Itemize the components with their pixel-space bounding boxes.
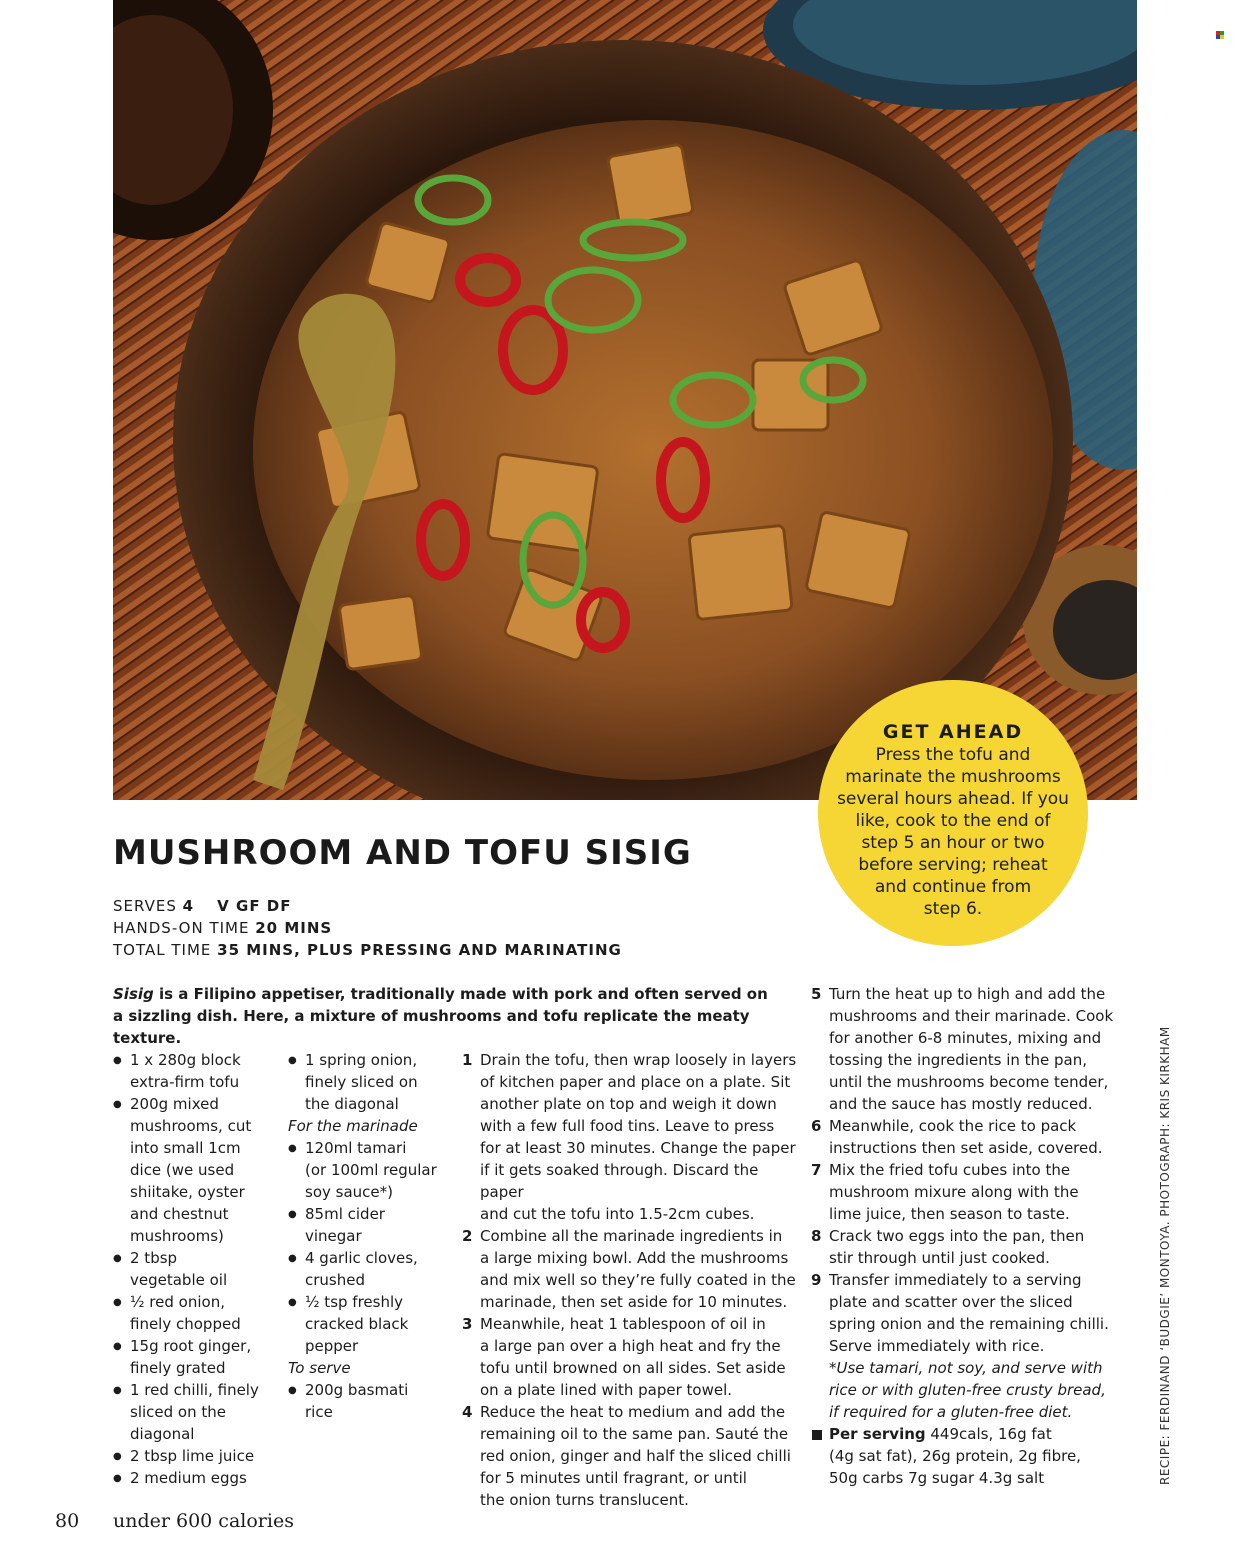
step-line: mushrooms and their marinade. Cook xyxy=(829,1007,1114,1025)
total-time-row xyxy=(113,939,622,961)
ingredient-item xyxy=(288,1137,458,1203)
step-line: mushroom mixure along with the xyxy=(829,1183,1079,1201)
get-ahead-line: several hours ahead. If you xyxy=(837,789,1069,809)
ingredient-line: cracked black xyxy=(305,1315,409,1333)
step-line: and the sauce has mostly reduced. xyxy=(829,1095,1093,1113)
get-ahead-line: step 6. xyxy=(923,899,983,919)
step-number: 6 xyxy=(811,1117,822,1135)
hands-on-row xyxy=(113,917,622,939)
diet-tags: V GF DF xyxy=(217,897,292,915)
total-time-value: 35 MINS, PLUS PRESSING AND MARINATING xyxy=(217,941,622,959)
step-number: 1 xyxy=(462,1051,473,1069)
get-ahead-text xyxy=(818,744,1088,920)
step-line: of kitchen paper and place on a plate. Sit xyxy=(480,1073,791,1091)
step-line: with a few full food tins. Leave to press xyxy=(480,1117,775,1135)
nutrition-info xyxy=(811,1423,1121,1489)
bullet-icon: ● xyxy=(113,1385,122,1396)
ingredient-line: 200g mixed xyxy=(130,1095,219,1113)
intro-line: a sizzling dish. Here, a mixture of mushrooms and tofu replicate the meaty texture. xyxy=(113,1007,750,1047)
ingredient-item xyxy=(113,1467,283,1489)
ingredient-line: diagonal xyxy=(130,1425,195,1443)
ingredient-line: finely grated xyxy=(130,1359,226,1377)
step-line: for at least 30 minutes. Change the paper xyxy=(480,1139,796,1157)
ingredient-line: rice xyxy=(305,1403,333,1421)
method-step xyxy=(811,1115,1121,1159)
method-step xyxy=(462,1225,802,1313)
recipe-meta xyxy=(113,895,622,961)
ingredient-line: 200g basmati xyxy=(305,1381,409,1399)
ingredient-line: ½ red onion, xyxy=(130,1293,225,1311)
step-line: on a plate lined with paper towel. xyxy=(480,1381,733,1399)
step-line: Meanwhile, cook the rice to pack xyxy=(829,1117,1077,1135)
step-number: 4 xyxy=(462,1403,473,1421)
ingredient-item xyxy=(288,1291,458,1357)
ingredient-line: shiitake, oyster xyxy=(130,1183,245,1201)
ingredient-item xyxy=(113,1247,283,1291)
step-line: Turn the heat up to high and add the xyxy=(829,985,1106,1003)
ingredient-list xyxy=(288,1049,458,1115)
hands-on-label: HANDS-ON TIME xyxy=(113,919,250,937)
serve-list xyxy=(288,1379,458,1423)
ingredient-item xyxy=(113,1445,283,1467)
step-line: Crack two eggs into the pan, then xyxy=(829,1227,1085,1245)
get-ahead-line: and continue from xyxy=(874,877,1032,897)
serves-row xyxy=(113,895,622,917)
step-line: Serve immediately with rice. xyxy=(829,1337,1045,1355)
ingredient-line: (or 100ml regular xyxy=(305,1161,437,1179)
ingredient-line: and chestnut xyxy=(130,1205,229,1223)
intro-lead: Sisig xyxy=(113,985,154,1003)
step-line: Combine all the marinade ingredients in xyxy=(480,1227,783,1245)
step-line: another plate on top and weigh it down xyxy=(480,1095,777,1113)
ingredient-line: vegetable oil xyxy=(130,1271,228,1289)
nutrition-line: 449cals, 16g fat xyxy=(925,1425,1052,1443)
ingredient-line: 85ml cider xyxy=(305,1205,385,1223)
ingredients-column-1 xyxy=(113,1049,283,1489)
ingredient-line: ½ tsp freshly xyxy=(305,1293,404,1311)
marinade-heading: For the marinade xyxy=(288,1117,418,1135)
bullet-icon: ● xyxy=(113,1055,122,1066)
recipe-title: MUSHROOM AND TOFU SISIG xyxy=(113,833,692,873)
ingredient-line: 120ml tamari xyxy=(305,1139,407,1157)
ingredient-line: dice (we used xyxy=(130,1161,235,1179)
gluten-free-note xyxy=(811,1357,1121,1423)
step-line: red onion, ginger and half the sliced chilli xyxy=(480,1447,791,1465)
method-step xyxy=(462,1049,802,1225)
nutrition-line: (4g sat fat), 26g protein, 2g fibre, xyxy=(829,1447,1081,1465)
note-line: rice or with gluten-free crusty bread, xyxy=(829,1381,1106,1399)
ingredient-line: 1 spring onion, xyxy=(305,1051,418,1069)
ingredient-line: 1 red chilli, finely xyxy=(130,1381,259,1399)
ingredient-line: vinegar xyxy=(305,1227,362,1245)
bullet-icon: ● xyxy=(288,1209,297,1220)
step-line: until the mushrooms become tender, xyxy=(829,1073,1109,1091)
ingredient-item xyxy=(113,1291,283,1335)
ingredient-line: mushrooms) xyxy=(130,1227,224,1245)
serves-value: 4 xyxy=(182,897,195,915)
note-line: *Use tamari, not soy, and serve with xyxy=(829,1359,1103,1377)
get-ahead-title: GET AHEAD xyxy=(882,721,1024,743)
step-number: 3 xyxy=(462,1315,473,1333)
hands-on-value: 20 MINS xyxy=(255,919,333,937)
step-line: the onion turns translucent. xyxy=(480,1491,689,1509)
bullet-icon: ● xyxy=(113,1099,122,1110)
step-line: spring onion and the remaining chilli. xyxy=(829,1315,1109,1333)
ingredient-line: 4 garlic cloves, xyxy=(305,1249,418,1267)
nutrition-line: 50g carbs 7g sugar 4.3g salt xyxy=(829,1469,1045,1487)
ingredient-item xyxy=(113,1093,283,1247)
photo-credit: RECIPE: FERDINAND ‘BUDGIE’ MONTOYA. PHOTOGRAPH: KRIS KIRKHAM xyxy=(1158,1026,1172,1485)
step-line: a large pan over a high heat and fry the xyxy=(480,1337,781,1355)
ingredient-line: the diagonal xyxy=(305,1095,399,1113)
serve-heading: To serve xyxy=(288,1359,351,1377)
step-line: for another 6-8 minutes, mixing and xyxy=(829,1029,1102,1047)
serves-label: SERVES xyxy=(113,897,177,915)
step-number: 2 xyxy=(462,1227,473,1245)
ingredients-column-2 xyxy=(288,1049,458,1423)
step-line: and cut the tofu into 1.5-2cm cubes. xyxy=(480,1205,755,1223)
bullet-icon: ● xyxy=(113,1473,122,1484)
method-step xyxy=(462,1313,802,1401)
section-label: under 600 calories xyxy=(113,1510,294,1532)
ingredient-line: 2 tbsp xyxy=(130,1249,178,1267)
step-number: 9 xyxy=(811,1271,822,1289)
ingredient-line: sliced on the xyxy=(130,1403,226,1421)
bullet-icon: ● xyxy=(288,1055,297,1066)
get-ahead-line: like, cook to the end of xyxy=(855,811,1051,831)
square-bullet-icon xyxy=(812,1430,822,1440)
ingredient-line: into small 1cm xyxy=(130,1139,241,1157)
get-ahead-line: Press the tofu and xyxy=(875,745,1031,765)
method-column-2 xyxy=(811,983,1121,1489)
bullet-icon: ● xyxy=(288,1385,297,1396)
ingredient-item xyxy=(113,1379,283,1445)
ingredient-line: finely chopped xyxy=(130,1315,241,1333)
step-line: Transfer immediately to a serving xyxy=(829,1271,1082,1289)
method-step xyxy=(811,983,1121,1115)
method-column-1 xyxy=(462,1049,802,1511)
ingredient-line: soy sauce*) xyxy=(305,1183,393,1201)
bullet-icon: ● xyxy=(288,1297,297,1308)
total-time-label: TOTAL TIME xyxy=(113,941,212,959)
step-number: 7 xyxy=(811,1161,822,1179)
ingredient-item xyxy=(113,1335,283,1379)
note-line: if required for a gluten-free diet. xyxy=(829,1403,1073,1421)
method-step xyxy=(811,1225,1121,1269)
step-line: marinade, then set aside for 10 minutes. xyxy=(480,1293,788,1311)
step-line: plate and scatter over the sliced xyxy=(829,1293,1073,1311)
marinade-list xyxy=(288,1137,458,1357)
step-line: Reduce the heat to medium and add the xyxy=(480,1403,786,1421)
nutrition-label: Per serving xyxy=(829,1425,926,1443)
step-line: instructions then set aside, covered. xyxy=(829,1139,1103,1157)
ingredient-item xyxy=(288,1203,458,1247)
bullet-icon: ● xyxy=(288,1253,297,1264)
method-step xyxy=(811,1159,1121,1225)
step-line: stir through until just cooked. xyxy=(829,1249,1050,1267)
intro-line xyxy=(113,983,793,1005)
ingredient-line: mushrooms, cut xyxy=(130,1117,252,1135)
step-line: tofu until browned on all sides. Set aside xyxy=(480,1359,786,1377)
step-line: tossing the ingredients in the pan, xyxy=(829,1051,1088,1069)
bullet-icon: ● xyxy=(113,1297,122,1308)
step-number: 8 xyxy=(811,1227,822,1245)
step-line: a large mixing bowl. Add the mushrooms xyxy=(480,1249,789,1267)
intro-text: is a Filipino appetiser, traditionally made with pork and often served on xyxy=(153,985,768,1003)
method-steps xyxy=(462,1049,802,1511)
colour-registration-mark xyxy=(1216,31,1225,40)
method-step xyxy=(811,1269,1121,1357)
get-ahead-line: before serving; reheat xyxy=(858,855,1048,875)
step-line: for 5 minutes until fragrant, or until xyxy=(480,1469,747,1487)
get-ahead-line: marinate the mushrooms xyxy=(845,767,1061,787)
bullet-icon: ● xyxy=(113,1341,122,1352)
bullet-icon: ● xyxy=(113,1253,122,1264)
ingredient-line: 2 tbsp lime juice xyxy=(130,1447,255,1465)
ingredient-item xyxy=(288,1247,458,1291)
step-line: Meanwhile, heat 1 tablespoon of oil in xyxy=(480,1315,766,1333)
bullet-icon: ● xyxy=(113,1451,122,1462)
ingredient-item xyxy=(288,1379,458,1423)
ingredient-line: pepper xyxy=(305,1337,359,1355)
ingredient-item xyxy=(288,1049,458,1115)
ingredient-line: 15g root ginger, xyxy=(130,1337,252,1355)
method-steps xyxy=(811,983,1121,1357)
page-number: 80 xyxy=(55,1510,80,1532)
step-line: lime juice, then season to taste. xyxy=(829,1205,1070,1223)
ingredient-line: finely sliced on xyxy=(305,1073,418,1091)
ingredient-line: 1 x 280g block xyxy=(130,1051,241,1069)
step-number: 5 xyxy=(811,985,822,1003)
ingredient-line: extra-firm tofu xyxy=(130,1073,240,1091)
step-line: if it gets soaked through. Discard the paper xyxy=(480,1161,759,1201)
ingredient-line: crushed xyxy=(305,1271,365,1289)
step-line: Drain the tofu, then wrap loosely in layers xyxy=(480,1051,797,1069)
get-ahead-line: step 5 an hour or two xyxy=(861,833,1045,853)
ingredient-item xyxy=(113,1049,283,1093)
ingredient-line: 2 medium eggs xyxy=(130,1469,247,1487)
step-line: remaining oil to the same pan. Sauté the xyxy=(480,1425,789,1443)
recipe-intro xyxy=(113,983,793,1049)
get-ahead-badge xyxy=(818,680,1088,946)
step-line: and mix well so they’re fully coated in the xyxy=(480,1271,796,1289)
ingredient-list xyxy=(113,1049,283,1489)
bullet-icon: ● xyxy=(288,1143,297,1154)
method-step xyxy=(462,1401,802,1511)
recipe-photo xyxy=(113,0,1137,800)
step-line: Mix the fried tofu cubes into the xyxy=(829,1161,1071,1179)
